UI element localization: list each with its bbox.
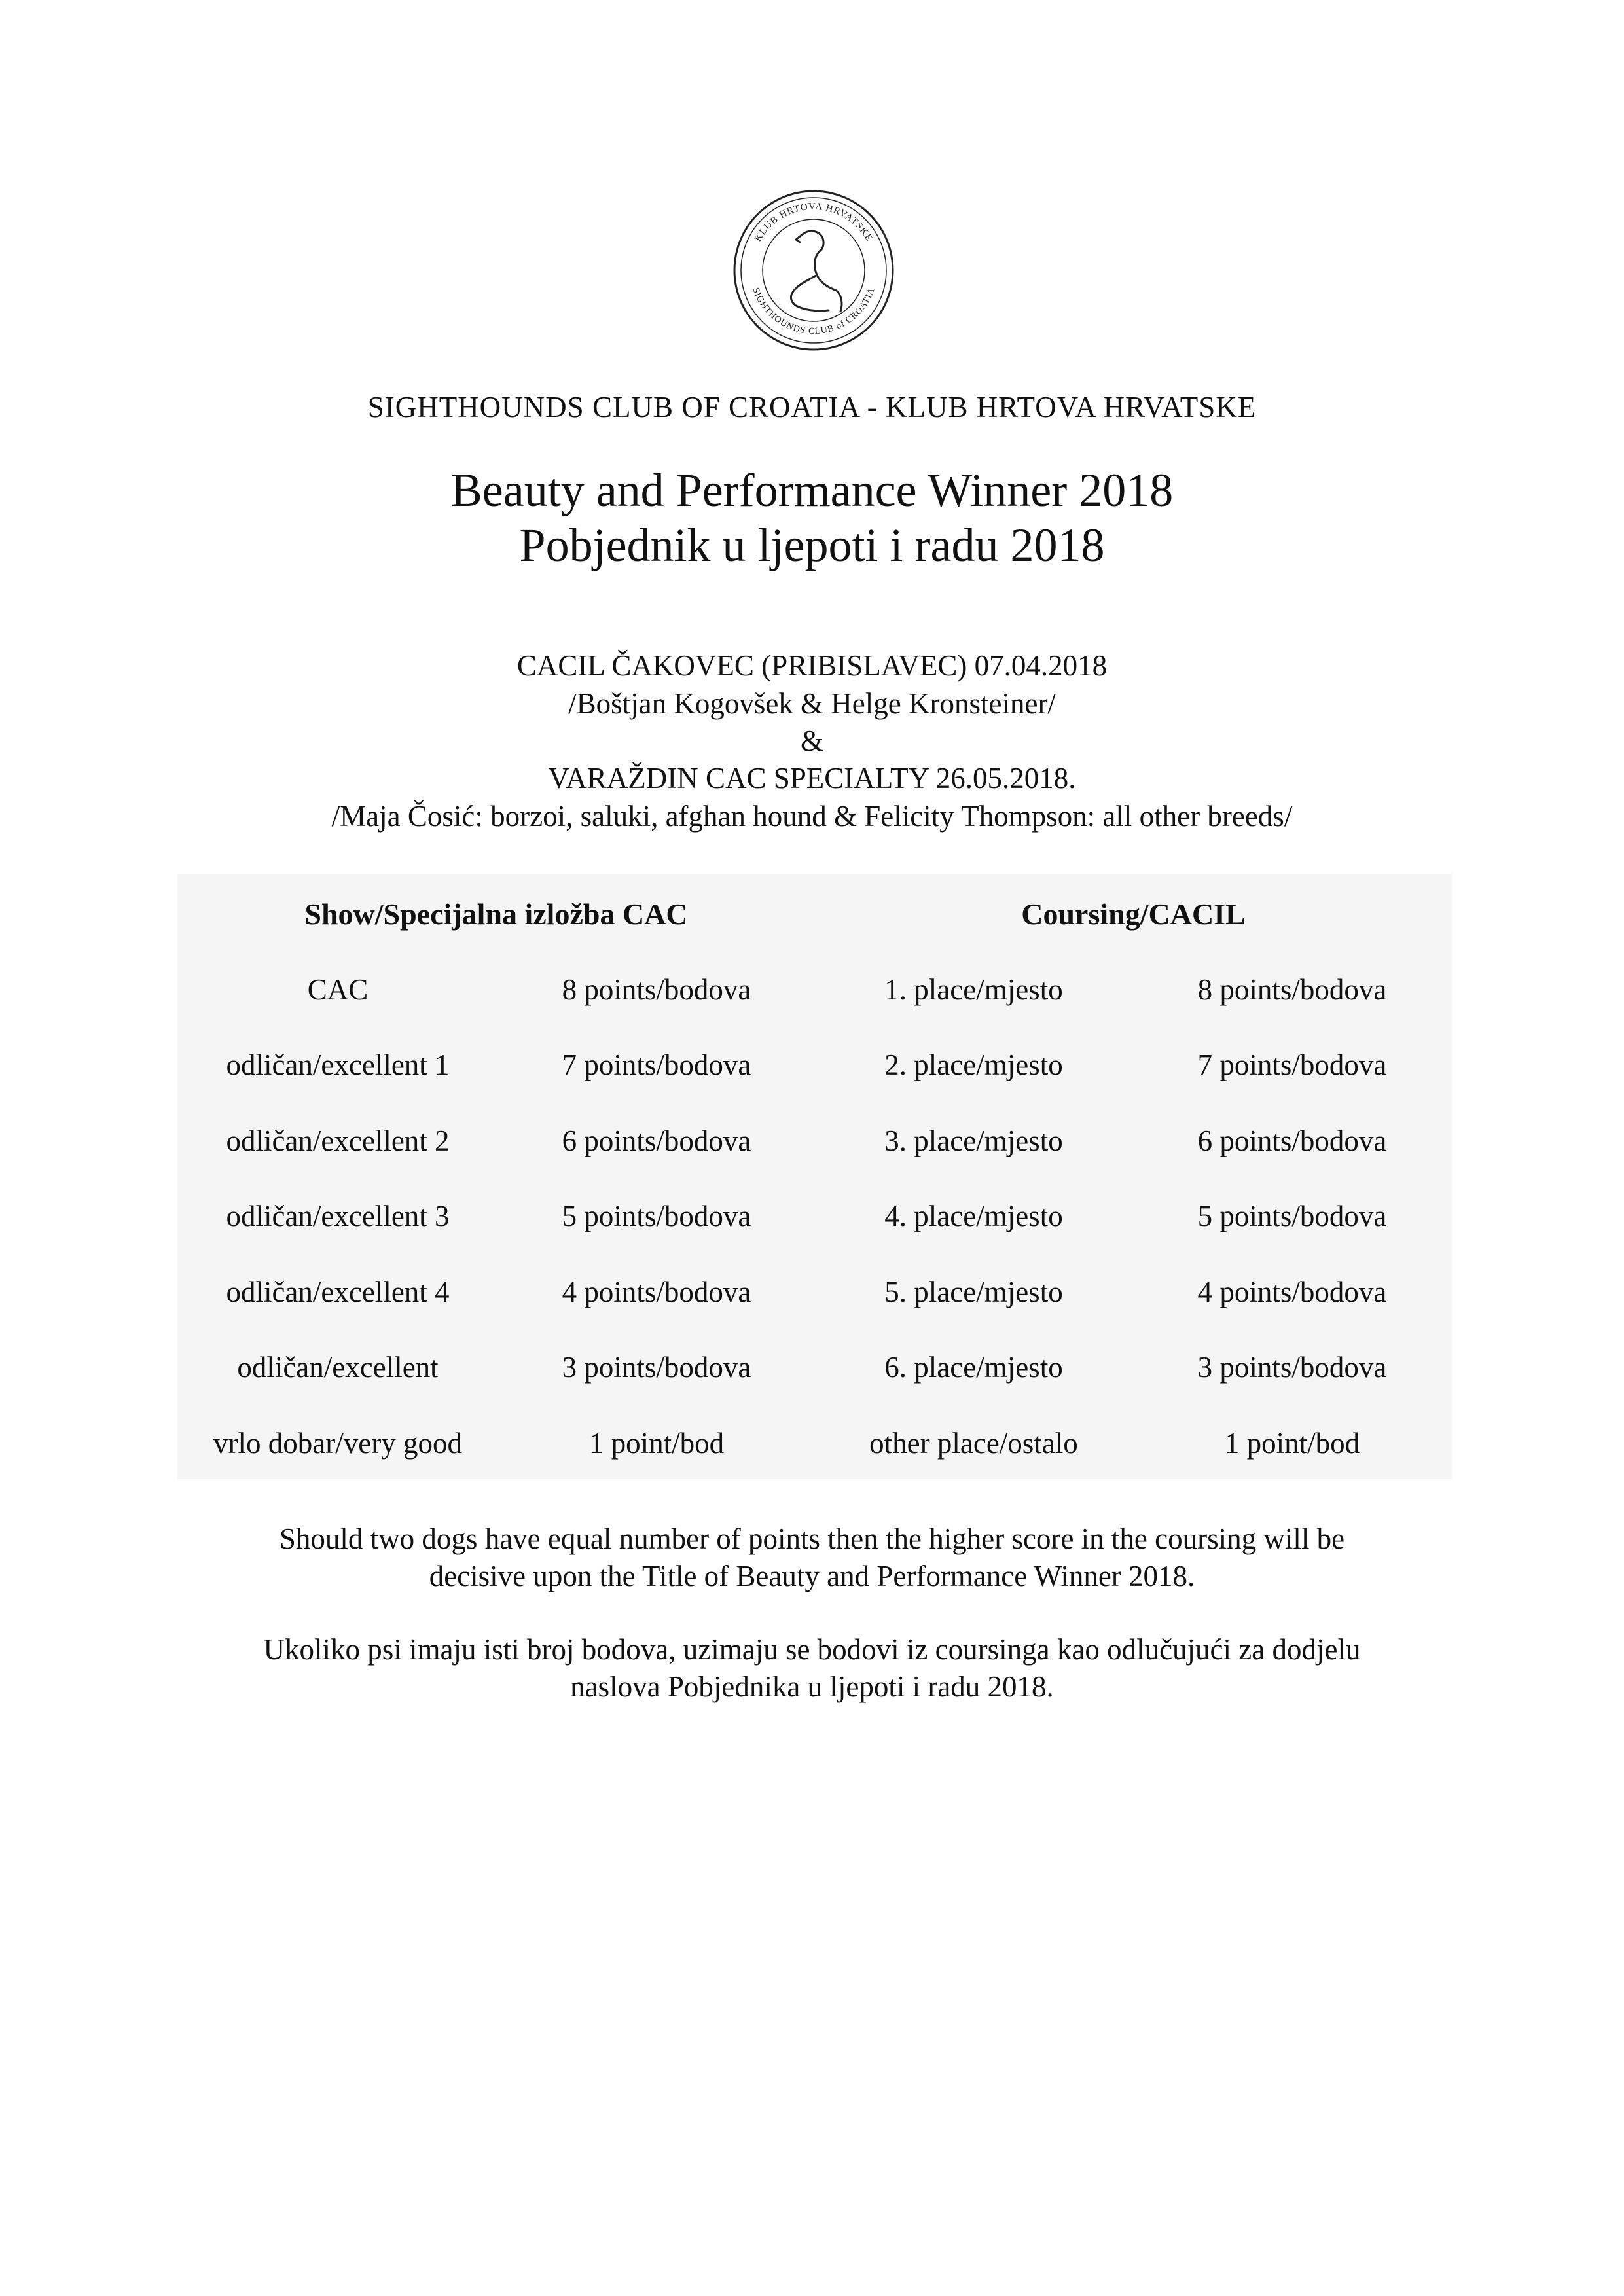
event-varazdin-judges: /Maja Čosić: borzoi, saluki, afghan hound & Felicity Thompson: all other breeds/ (331, 800, 1293, 833)
table-cell-show-grade: CAC (307, 973, 369, 1006)
event-separator: & (800, 725, 823, 757)
table-cell-coursing-points: 8 points/bodova (1197, 973, 1387, 1006)
table-cell-coursing-place: 5. place/mjesto (884, 1276, 1063, 1308)
table-cell-coursing-place: 1. place/mjesto (884, 973, 1063, 1006)
table-cell-coursing-place: 2. place/mjesto (884, 1049, 1063, 1081)
tiebreak-note-english-line2: decisive upon the Title of Beauty and Performance Winner 2018. (429, 1560, 1195, 1592)
table-cell-coursing-points: 3 points/bodova (1197, 1351, 1387, 1384)
table-cell-coursing-points: 1 point/bod (1224, 1427, 1360, 1460)
table-cell-show-points: 4 points/bodova (562, 1276, 751, 1308)
table-cell-show-points: 5 points/bodova (562, 1200, 751, 1232)
table-cell-coursing-place: 3. place/mjesto (884, 1124, 1063, 1157)
table-cell-show-points: 6 points/bodova (562, 1124, 751, 1157)
table-cell-coursing-points: 4 points/bodova (1197, 1276, 1387, 1308)
table-header-show: Show/Specijalna izložba CAC (304, 897, 688, 931)
table-cell-show-grade: vrlo dobar/very good (213, 1427, 462, 1460)
club-logo (732, 188, 895, 352)
table-cell-coursing-points: 5 points/bodova (1197, 1200, 1387, 1232)
svg-text:KLUB HRTOVA HRVATSKE (753, 202, 875, 243)
logo-text-top: KLUB HRTOVA HRVATSKE (753, 201, 875, 243)
table-cell-show-points: 8 points/bodova (562, 973, 751, 1006)
logo-text-bottom: SIGHTHOUNDS CLUB of CROATIA (750, 286, 877, 337)
page-title-croatian: Pobjednik u ljepoti i radu 2018 (519, 519, 1105, 571)
table-cell-coursing-place: 6. place/mjesto (884, 1351, 1063, 1384)
tiebreak-note-english-line1: Should two dogs have equal number of points then the higher score in the coursing will be (279, 1522, 1345, 1555)
table-cell-show-points: 1 point/bod (588, 1427, 725, 1460)
table-cell-show-points: 7 points/bodova (562, 1049, 751, 1081)
tiebreak-note-croatian-line1: Ukoliko psi imaju isti broj bodova, uzimaju se bodovi iz coursinga kao odlučujući za dodjelu (263, 1633, 1361, 1666)
table-cell-show-grade: odličan/excellent 4 (226, 1276, 450, 1308)
table-cell-show-grade: odličan/excellent 2 (226, 1124, 450, 1157)
table-cell-show-grade: odličan/excellent (237, 1351, 439, 1384)
event-cacil-judges: /Boštjan Kogovšek & Helge Kronsteiner/ (568, 687, 1056, 720)
event-cacil-cakovec: CACIL ČAKOVEC (PRIBISLAVEC) 07.04.2018 (516, 649, 1108, 682)
club-name: SIGHTHOUNDS CLUB OF CROATIA - KLUB HRTOVA HRVATSKE (367, 391, 1257, 423)
tiebreak-note-croatian-line2: naslova Pobjednika u ljepoti i radu 2018. (570, 1670, 1054, 1703)
table-header-coursing: Coursing/CACIL (1021, 897, 1246, 931)
table-cell-show-grade: odličan/excellent 1 (226, 1049, 450, 1081)
table-cell-coursing-place: other place/ostalo (869, 1427, 1078, 1460)
sighthound-icon (791, 231, 842, 312)
table-cell-coursing-points: 7 points/bodova (1197, 1049, 1387, 1081)
table-cell-show-points: 3 points/bodova (562, 1351, 751, 1384)
points-table (177, 874, 1452, 1479)
page-title-english: Beauty and Performance Winner 2018 (450, 464, 1174, 516)
table-cell-show-grade: odličan/excellent 3 (226, 1200, 450, 1232)
event-varazdin-specialty: VARAŽDIN CAC SPECIALTY 26.05.2018. (548, 762, 1076, 795)
table-cell-coursing-points: 6 points/bodova (1197, 1124, 1387, 1157)
table-cell-coursing-place: 4. place/mjesto (884, 1200, 1063, 1232)
